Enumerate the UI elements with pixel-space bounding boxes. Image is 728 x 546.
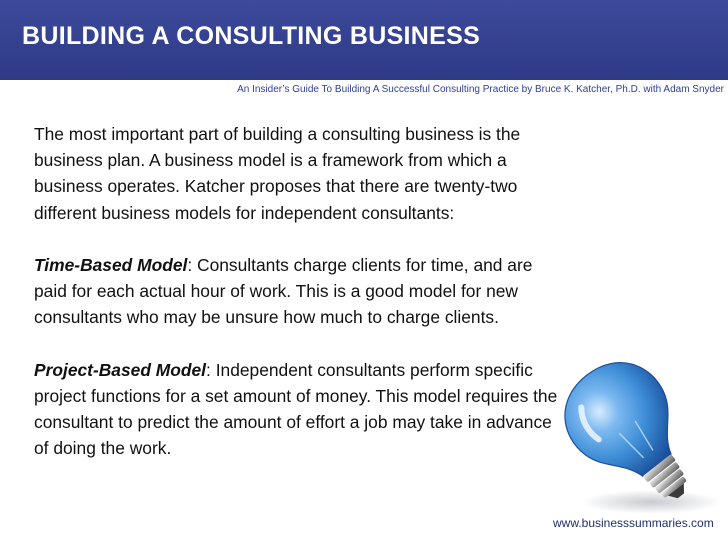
intro-paragraph: The most important part of building a consulting business is the business plan. A business model is a framework from which a business operates. Katcher proposes that there are twenty-two different business models for independent consultants: [34,124,521,223]
header-band [0,0,728,80]
model-separator: : [187,255,193,275]
website-url: www.businesssummaries.com [553,516,714,530]
model-description: Independent consultants perform specific project functions for a set amount of money. This model requires the consultant to predict the amount of effort a job may take in advance of doing the work. [34,359,558,459]
project-based-model-paragraph [34,357,559,462]
model-name: Project-Based Model [34,359,207,380]
model-description: Consultants charge clients for time, and are paid for each actual hour of work. This is a good model for new consultants who may be unsure how much to charge clients. [34,255,533,328]
time-based-model-paragraph [34,252,559,331]
book-subtitle: An Insider’s Guide To Building A Successful Consulting Practice by Bruce K. Katcher, Ph.D. with Adam Snyder [237,84,724,95]
summary-body [34,121,559,462]
model-separator: : [206,359,211,380]
model-name: Time-Based Model [34,255,188,275]
light-bulb-icon [551,352,728,518]
page-title: BUILDING A CONSULTING BUSINESS [22,22,481,50]
